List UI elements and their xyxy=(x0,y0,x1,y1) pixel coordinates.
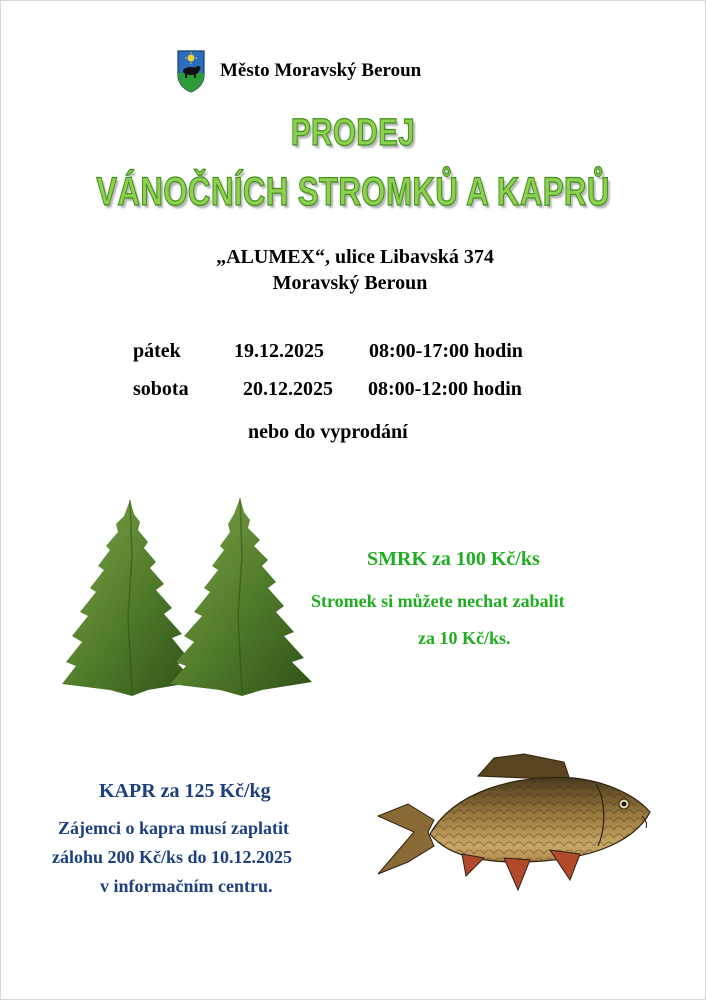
title-line-1: PRODEJ xyxy=(290,112,416,154)
tree-left xyxy=(62,500,196,696)
address-line-1: „ALUMEX“, ulice Libavská 374 xyxy=(216,246,494,268)
address-line-2: Moravský Beroun xyxy=(272,272,428,294)
page-header xyxy=(176,48,421,94)
town-name: Město Moravský Beroun xyxy=(220,60,422,81)
schedule-hours: 08:00-17:00 hodin xyxy=(369,340,523,362)
schedule-day: pátek xyxy=(133,340,181,362)
schedule-note: nebo do vyprodání xyxy=(248,421,408,443)
coat-of-arms-icon xyxy=(176,49,206,93)
schedule-date: 20.12.2025 xyxy=(243,378,333,400)
schedule-day: sobota xyxy=(133,378,189,400)
tree-price: SMRK za 100 Kč/ks xyxy=(367,548,540,570)
carp-note-3: v informačním centru. xyxy=(100,876,273,896)
carp-price: KAPR za 125 Kč/kg xyxy=(99,780,271,802)
schedule-hours: 08:00-12:00 hodin xyxy=(368,378,522,400)
schedule-date: 19.12.2025 xyxy=(234,340,324,362)
tree-wrap-note-2: za 10 Kč/ks. xyxy=(418,628,511,648)
tree-right xyxy=(170,498,312,696)
carp-image xyxy=(374,750,656,895)
spruce-trees-image xyxy=(48,496,324,700)
title-line-2: VÁNOČNÍCH STROMKŮ A KAPRŮ xyxy=(96,170,610,214)
carp-note-1: Zájemci o kapra musí zaplatit xyxy=(58,818,289,838)
carp-note-2: zálohu 200 Kč/ks do 10.12.2025 xyxy=(52,847,293,867)
tree-wrap-note-1: Stromek si můžete nechat zabalit xyxy=(311,591,565,611)
